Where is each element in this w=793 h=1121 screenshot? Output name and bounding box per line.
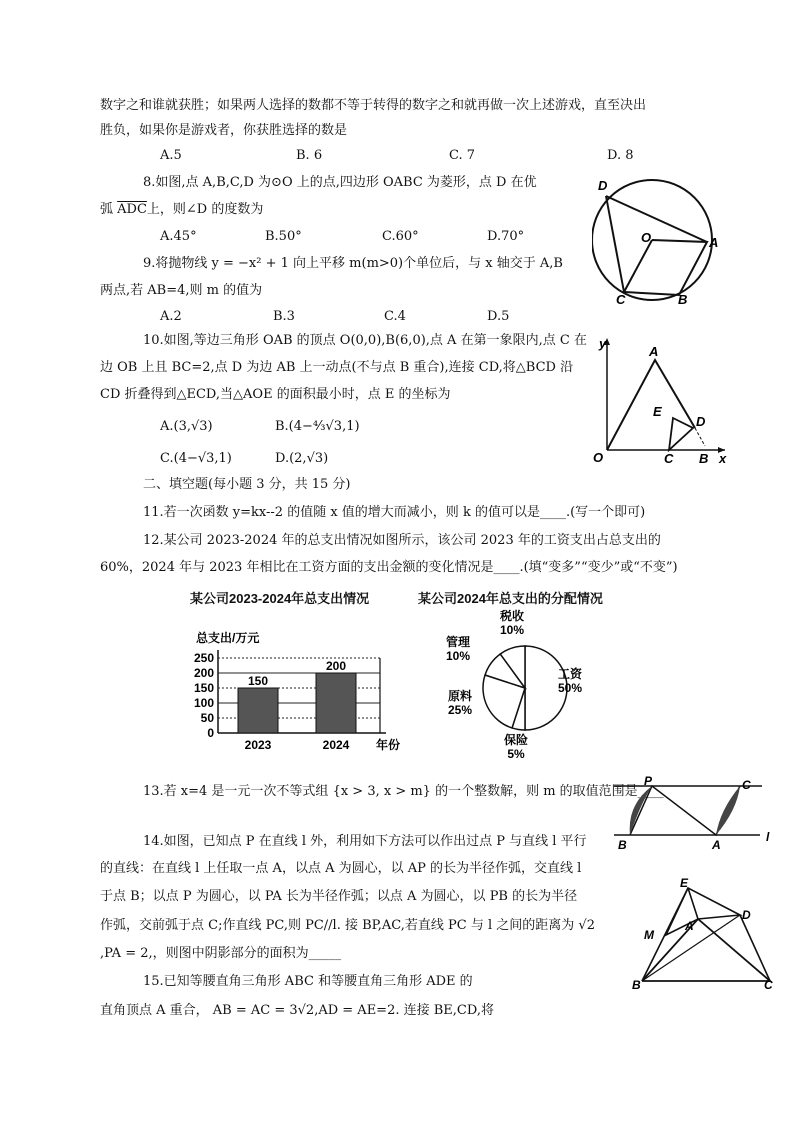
q9-line1: 9.将抛物线 y = −x² + 1 向上平移 m(m>0)个单位后，与 x 轴交于 A,B (143, 256, 563, 271)
q8-label-d: D (598, 178, 608, 193)
bar-chart-ytick: 100 (193, 696, 214, 710)
q14-label-a: A (712, 838, 721, 852)
bar-chart-value-label: 200 (325, 659, 347, 673)
q9-line2: 两点,若 AB=4,则 m 的值为 (100, 283, 263, 298)
q12-line2: 60%，2024 年与 2023 年相比在工资方面的支出金额的变化情况是____.(填“变多”“变少”或“不变”) (100, 560, 678, 575)
q8-label-o: O (641, 230, 652, 245)
bar-chart-ylabel: 总支出/万元 (196, 631, 260, 645)
q10-label-b: B (699, 451, 709, 466)
q12-line1: 12.某公司 2023-2024 年的总支出情况如图所示，该公司 2023 年的工资支出占总支出的 (143, 533, 661, 548)
q9-option-a: A.2 (160, 309, 182, 324)
q7-line1: 数字之和谁就获胜；如果两人选择的数都不等于转得的数字之和就再做一次上述游戏，直至决出 (100, 98, 647, 113)
q15-label-b: B (632, 978, 641, 992)
q10-label-d: D (696, 414, 706, 429)
q8-option-d: D.70° (487, 229, 525, 244)
section-2-heading: 二、填空题(每小题 3 分，共 15 分) (143, 477, 351, 492)
pie-chart-slice-percent: 50% (558, 681, 583, 695)
q14-line3: 于点 B；以点 P 为圆心，以 PA 长为半径作弧；以点 A 为圆心，以 PB 的长为半径 (100, 889, 578, 904)
q15-triangle-figure (630, 875, 780, 995)
bar-chart-ytick: 250 (193, 651, 214, 665)
pie-chart-slice-name: 税收 (499, 609, 525, 623)
bar-chart-category-label: 2023 (244, 738, 272, 752)
q8-line2-prefix: 弧 (100, 202, 118, 217)
bar-chart-ytick: 200 (193, 666, 214, 680)
bar-chart (180, 628, 420, 758)
q9-option-b: B.3 (273, 309, 295, 324)
bar-chart-bar (316, 673, 356, 733)
q14-line1: 14.如图，已知点 P 在直线 l 外，利用如下方法可以作出过点 P 与直线 l 平行 (143, 834, 587, 849)
q15-label-d: D (742, 908, 751, 922)
bar-chart-ytick: 0 (207, 726, 214, 740)
bar-chart-value-label: 150 (247, 674, 269, 688)
q14-line2: 的直线：在直线 l 上任取一点 A，以点 A 为圆心，以 AP 的长为半径作弧，交直线 l (100, 861, 582, 876)
bar-chart-title: 某公司2023-2024年总支出情况 (190, 591, 370, 606)
q10-option-b: B.(4−⁴⁄₃√3,1) (275, 419, 360, 434)
q8-line2 (100, 201, 263, 219)
q8-circle-figure (592, 170, 742, 310)
bar-chart-xlabel: 年份 (376, 738, 401, 752)
q10-option-a: A.(3,√3) (160, 419, 213, 434)
q13-q14-construction-figure (612, 775, 782, 855)
q14-label-b: B (618, 838, 627, 852)
q10-label-e: E (653, 404, 662, 419)
q9-option-c: C.4 (384, 309, 406, 324)
q15-label-c: C (764, 978, 773, 992)
q8-option-a: A.45° (160, 229, 197, 244)
q10-label-x: x (719, 451, 727, 466)
q8-label-a: A (709, 235, 719, 250)
q8-line1: 8.如图,点 A,B,C,D 为⊙O 上的点,四边形 OABC 为菱形，点 D 在优 (143, 175, 537, 190)
pie-chart-slice-name: 管理 (446, 635, 471, 649)
pie-chart-slice-percent: 10% (499, 623, 525, 637)
q14-label-l: l (766, 830, 770, 844)
q10-label-y: y (599, 336, 607, 351)
q15-label-e: E (680, 876, 689, 890)
q10-label-o: O (593, 450, 604, 465)
q10-label-c: C (664, 451, 674, 466)
q8-arc-label: $\overline{ADC}$ (117, 202, 147, 217)
q9-option-d: D.5 (487, 309, 510, 324)
q8-label-b: B (678, 292, 688, 307)
q7-option-c: C. 7 (449, 148, 476, 163)
q15-label-m: M (644, 928, 654, 942)
q15-line2: 直角顶点 A 重合， AB = AC = 3√2,AD = AE=2. 连接 BE,CD,将 (100, 1003, 494, 1018)
pie-chart-slice-percent: 25% (448, 703, 473, 717)
q7-option-b: B. 6 (296, 148, 323, 163)
pie-chart-slice-name: 原料 (448, 689, 473, 703)
q10-line3: CD 折叠得到△ECD,当△AOE 的面积最小时，点 E 的坐标为 (100, 387, 451, 402)
pie-chart-title: 某公司2024年总支出的分配情况 (418, 591, 603, 606)
q14-line5: ,PA = 2,，则图中阴影部分的面积为_____ (100, 946, 342, 961)
q7-option-d: D. 8 (607, 148, 634, 163)
bar-chart-category-label: 2024 (322, 738, 350, 752)
q14-label-c: C (742, 778, 751, 792)
bar-chart-ytick: 150 (193, 681, 214, 695)
q10-option-c: C.(4−√3,1) (160, 451, 232, 466)
pie-chart (440, 608, 615, 768)
bar-chart-bar (238, 688, 278, 733)
q13-text: 13.若 x=4 是一元一次不等式组 {x > 3, x > m} 的一个整数解，则 m 的取值范围是____ (143, 784, 664, 799)
q10-line1: 10.如图,等边三角形 OAB 的顶点 O(0,0),B(6,0),点 A 在第一象限内,点 C 在 (143, 333, 587, 348)
q10-label-a: A (649, 344, 659, 359)
q15-label-a: A (685, 919, 694, 933)
pie-chart-slice-percent: 5% (507, 747, 525, 761)
q10-triangle-figure (585, 332, 735, 472)
q11-text: 11.若一次函数 y=kx--2 的值随 x 值的增大而减小，则 k 的值可以是____.(写一个即可) (143, 505, 646, 520)
q8-option-c: C.60° (382, 229, 419, 244)
q15-line1: 15.已知等腰直角三角形 ABC 和等腰直角三角形 ADE 的 (143, 974, 473, 989)
q7-line2: 胜负，如果你是游戏者，你获胜选择的数是 (100, 123, 348, 138)
bar-chart-ytick: 50 (200, 711, 214, 725)
q8-option-b: B.50° (265, 229, 302, 244)
q14-line4: 作弧，交前弧于点 C;作直线 PC,则 PC//l. 接 BP,AC,若直线 PC 与 l 之间的距离为 √2 (100, 918, 595, 933)
q14-label-p: P (644, 775, 653, 788)
q8-line2-suffix: 上，则∠D 的度数为 (146, 202, 264, 217)
q10-option-d: D.(2,√3) (275, 451, 329, 466)
pie-chart-slice-name: 保险 (503, 733, 529, 747)
pie-chart-slice-name: 工资 (558, 667, 583, 681)
pie-chart-slice-percent: 10% (446, 649, 471, 663)
q7-option-a: A.5 (160, 148, 182, 163)
q10-line2: 边 OB 上且 BC=2,点 D 为边 AB 上一动点(不与点 B 重合),连接 CD,将△BCD 沿 (100, 360, 574, 375)
q8-label-c: C (616, 292, 626, 307)
